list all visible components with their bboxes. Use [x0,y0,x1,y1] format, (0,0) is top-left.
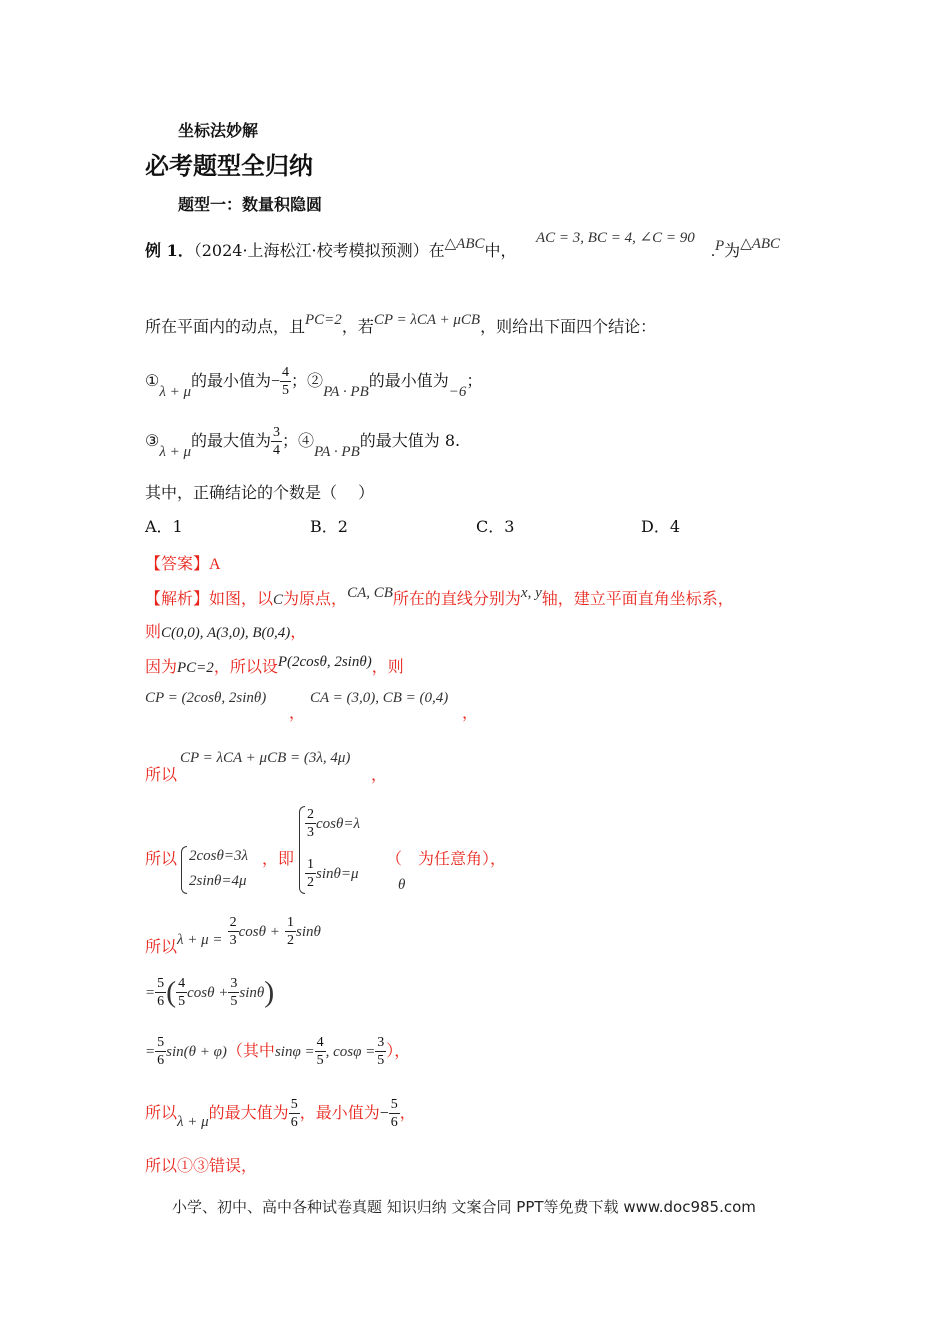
text-min-2: 的最小值为 [368,371,449,390]
sol-text: 轴，建立平面直角坐标系， [541,589,734,608]
comma: ， [462,703,479,722]
example-source: （2024·上海松江·校考模拟预测）在 [193,241,445,260]
point-p: P [715,238,725,254]
sol-text: 为原点， [283,589,348,608]
subtitle: 坐标法妙解 [178,121,259,140]
sol-text: 因为 [145,657,178,676]
option-d: D．4 [641,517,681,536]
text-min: 的最小值为 [191,371,272,390]
page-title: 必考题型全归纳 [145,151,313,180]
text-l2c: ，则给出下面四个结论： [480,317,657,336]
text-l2a: 所在平面内的动点，且 [145,317,306,336]
sol-text: 如图，以 [209,589,274,608]
suoyi-1: 所以 [145,765,178,784]
solution-line-3 [145,654,404,677]
triangle-abc: △ABC [444,236,485,252]
xy-axes: x, y [520,585,542,601]
period: . [711,243,715,260]
sol-text: ，则 [371,657,404,676]
theta: θ [398,877,406,893]
example-label: 例 1． [145,241,194,260]
vec-cp: CP = (2cosθ, 2sinθ) [145,690,267,706]
fraction-3-4: $\frac{3}{4}$ [273,425,281,458]
example-line-1-end [711,238,780,261]
pa-dot-pb-2: PA · PB [314,444,360,460]
p-expr: P(2cosθ, 2sinθ) [277,654,372,670]
max-min-line: 所以λ + μ的最大值为 $\frac{5}{6}$ ，最小值为− $\frac{5}{6}$ ， [145,1097,416,1130]
conclusion-row-2 [145,424,460,459]
example-line-1 [145,238,517,261]
pc-eq-2: PC=2 [177,660,214,676]
pc-eq-2: PC=2 [305,312,342,328]
solution-line-2 [145,619,306,642]
cp-expr: CP = λCA + μCB [373,312,481,328]
answer [145,551,221,574]
text-l2b: ，若 [341,317,374,336]
option-a: A．1 [145,517,183,536]
circle-2: ；② [291,371,324,390]
lambda-plus-mu-2: λ + μ [159,444,191,460]
point-c: C [273,592,284,608]
sin-line: = $\frac{5}{6}$ sin(θ + φ)（其中sinφ = $\frac{4}{5}$ , cosφ = $\frac{3}{5}$ ）， [145,1035,411,1068]
example-line-2 [145,314,656,337]
sol-text: 则 [145,622,162,641]
circle-3: ③ [145,431,160,450]
sys2-line-1: $\frac{2}{3}$ cosθ=λ [307,807,360,840]
coords: C(0,0), A(3,0), B(0,4) [161,625,291,641]
solution-line-1 [145,586,734,609]
answer-value: A [209,556,221,573]
text-max-2: 的最大值为 8. [359,431,461,450]
ca-cb: CA, CB [347,585,393,601]
sys-eq-2: 2sinθ=4μ [189,873,247,889]
comma: ， [371,765,388,784]
option-b: B．2 [310,517,348,536]
fraction-4-5: $\frac{4}{5}$ [282,365,290,398]
lm-line: 所以λ + μ = $\frac{2}{3}$ cosθ + $\frac{1}{2}$ sinθ [145,915,321,956]
question-text: 其中，正确结论的个数是（ ） [145,483,375,502]
answer-tag: 【答案】 [145,554,210,573]
condition-expr: AC = 3, BC = 4, ∠C = 90 [536,230,695,246]
solution-tag: 【解析】 [145,589,210,608]
vec-ca-cb: CA = (3,0), CB = (0,4) [310,690,449,706]
comma: ， [289,703,306,722]
section-heading: 题型一：数量积隐圆 [178,195,323,214]
circle-4: ；④ [282,431,315,450]
sol-text: ，所以设 [213,657,278,676]
expand-line: = $\frac{5}{6}$ ( $\frac{4}{5}$ cosθ + $\frac{3}{5}$ sinθ) [145,975,275,1009]
pa-dot-pb: PA · PB [323,384,369,400]
sys-eq-1: 2cosθ=3λ [189,848,248,864]
text-zhong: 中， [484,241,517,260]
option-c: C．3 [476,517,515,536]
suoyi-2: 所以 [145,849,178,868]
brace-1 [181,846,187,894]
triangle-abc-2: △ABC [740,236,781,252]
sys2-line-2: $\frac{1}{2}$ sinθ=μ [307,857,359,890]
cp-result: CP = λCA + μCB = (3λ, 4μ) [180,750,351,766]
text-wei: 为 [724,241,741,260]
semicolon: ； [466,371,483,390]
text-ji: ，即 [262,849,295,868]
neg-six: −6 [448,384,467,400]
sol-text: 所在的直线分别为 [392,589,521,608]
footer: 小学、初中、高中各种试卷真题 知识归纳 文案合同 PPT等免费下载 www.doc985.com [172,1198,756,1216]
text-max: 的最大值为 [191,431,272,450]
any-angle: （ 为任意角）， [386,849,507,868]
conclusion-error: 所以①③错误， [145,1156,258,1175]
comma: ， [290,622,307,641]
conclusion-row-1 [145,364,482,399]
lambda-plus-mu: λ + μ [159,384,191,400]
minus: − [271,373,281,390]
circle-1: ① [145,371,160,390]
